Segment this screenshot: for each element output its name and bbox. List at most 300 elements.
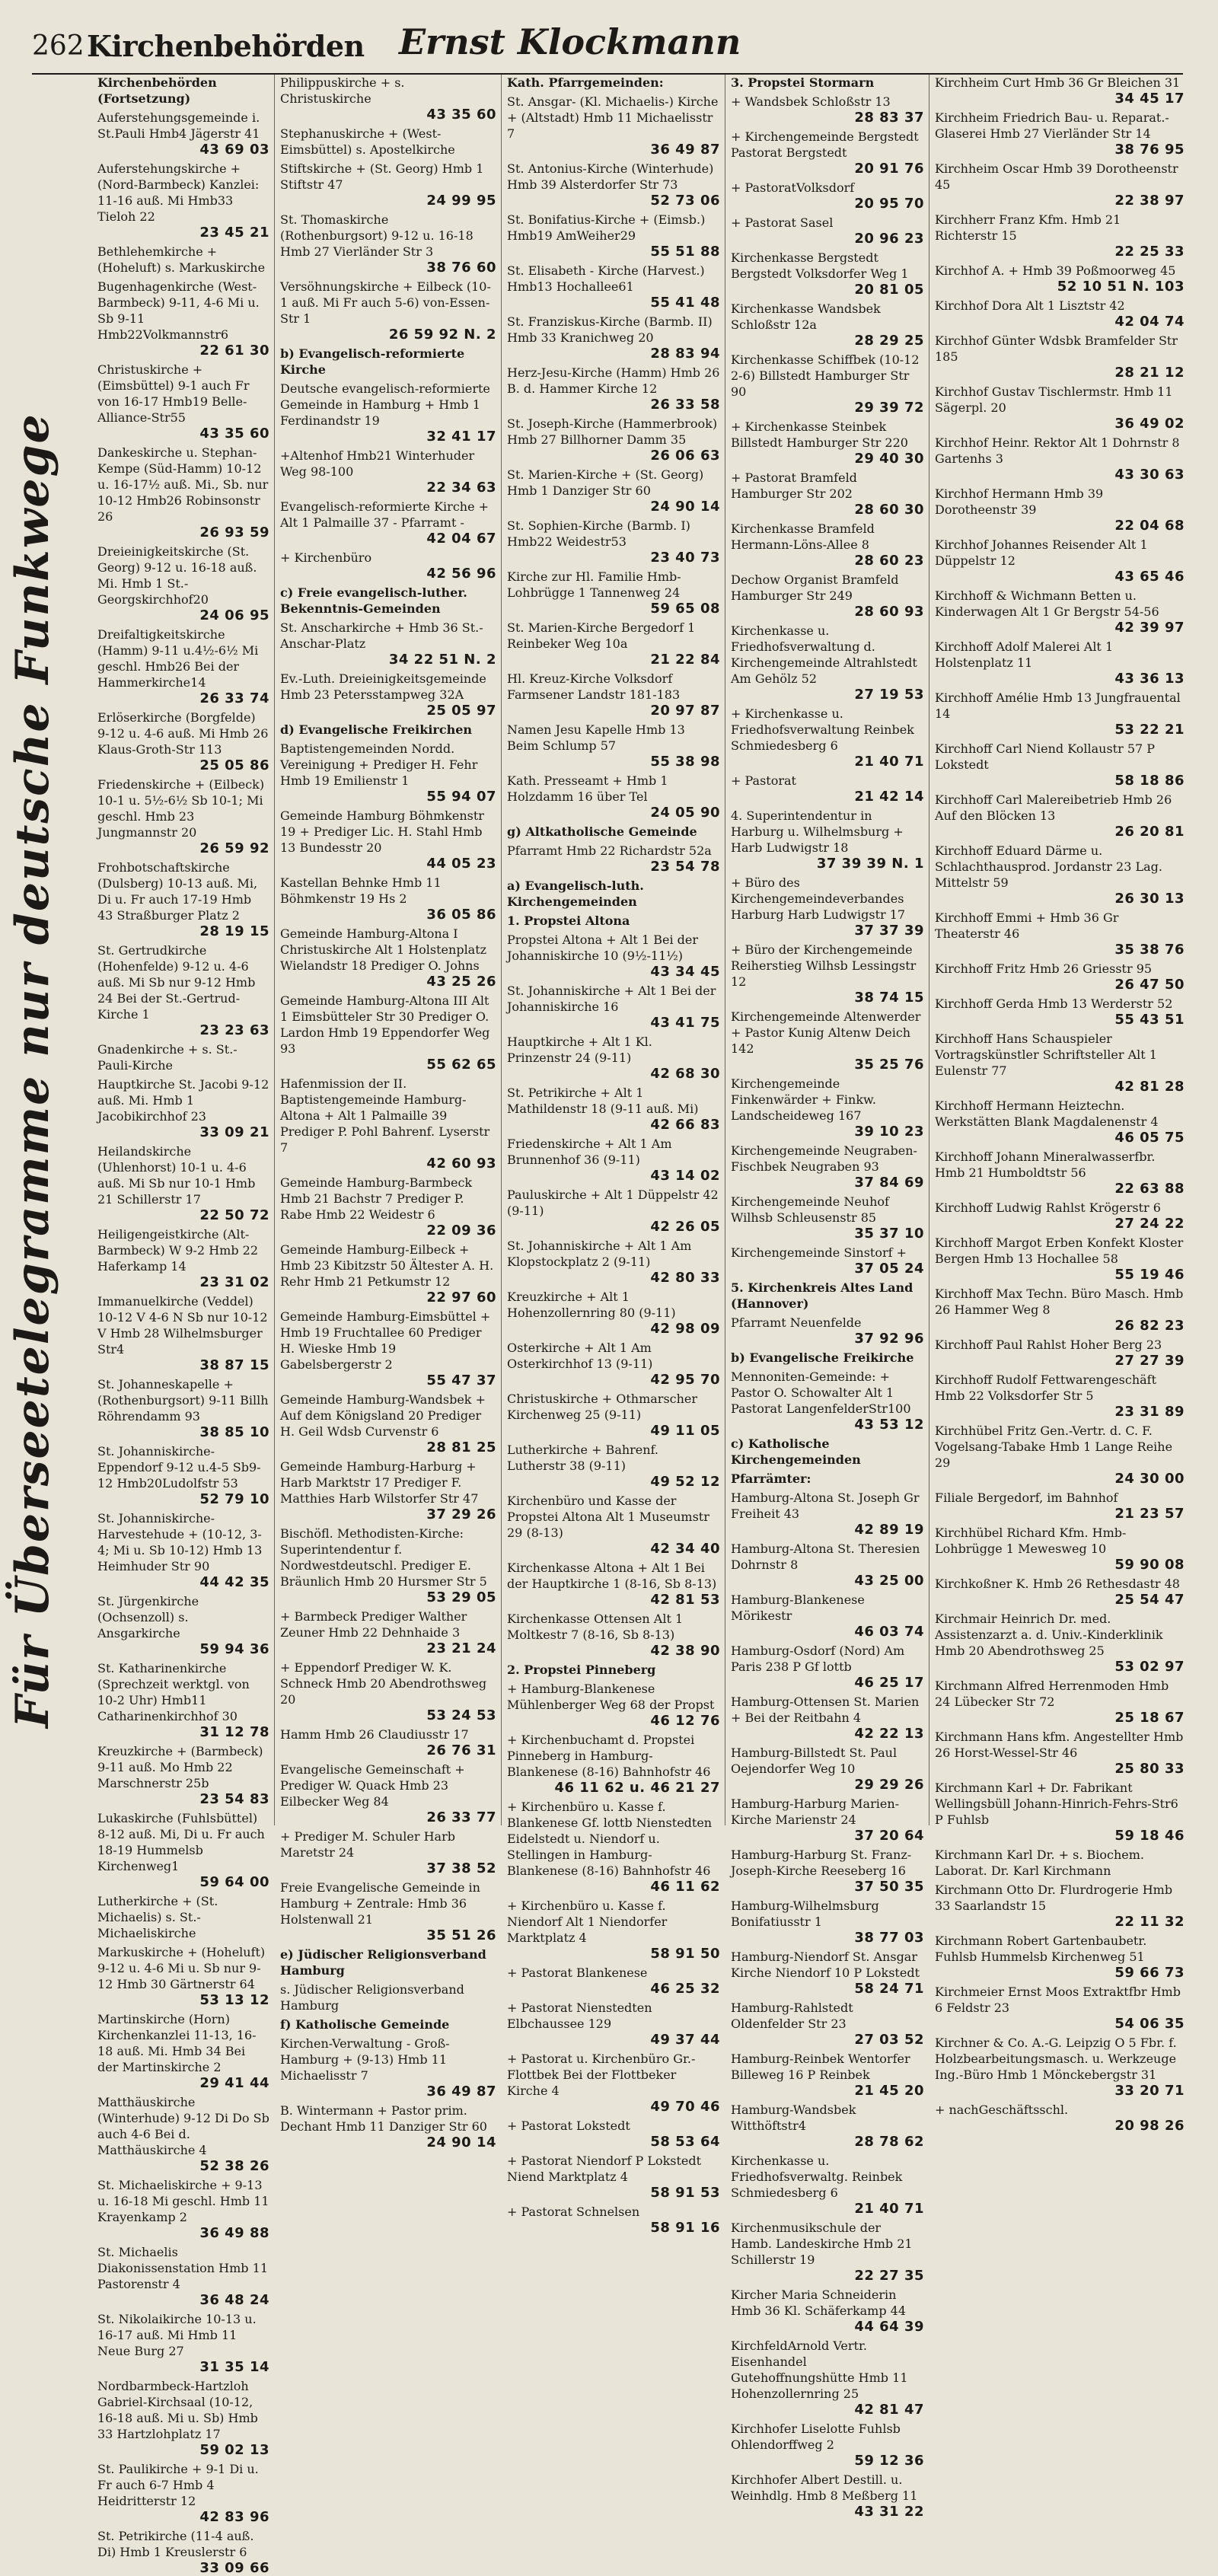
- entry-text: Heilandskirche (Uhlenhorst) 10-1 u. 4-6 auß. Mi Sb nur 10-1 Hmb 21 Schillerstr 17: [97, 1144, 260, 1207]
- listing-entry: [935, 2102, 1185, 2134]
- listing-entry: [280, 1526, 496, 1605]
- section-heading: [280, 722, 496, 738]
- listing-entry: [280, 2036, 496, 2099]
- phone-number: 27 19 53: [854, 687, 924, 703]
- entry-text: Kirchhof Günter Wdsbk Bramfelder Str 185: [935, 333, 1182, 364]
- entry-text: St. Katharinenkirche (Sprechzeit werktgl. von 10-2 Uhr) Hmb11 Catharinenkirchhof 30: [97, 1661, 253, 1723]
- listing-entry: [731, 1369, 924, 1433]
- entry-text: Kirchhof A. + Hmb 39 Poßmoorweg 45: [935, 263, 1176, 278]
- entry-text: Pfarrämter:: [731, 1471, 811, 1486]
- phone-number: 28 83 94: [650, 346, 720, 362]
- entry-text: Kirchmair Heinrich Dr. med. Assistenzarzt a. d. Univ.-Kinderklinik Hmb 20 Abendrothsweg 25: [935, 1612, 1167, 1658]
- entry-text: Friedenskirche + (Eilbeck) 10-1 u. 5½-6½ Sb 10-1; Mi geschl. Hmb 23 Jungmannstr 20: [97, 777, 269, 840]
- entry-text: Hamburg-Niendorf St. Ansgar Kirche Niendorf 10 P Lokstedt: [731, 1950, 922, 1980]
- listing-entry: [935, 1882, 1185, 1930]
- entry-text: 2. Propstei Pinneberg: [507, 1663, 656, 1677]
- entry-text: Hamburg-Billstedt St. Paul Oejendorfer Weg 10: [731, 1745, 901, 1776]
- phone-number: 23 31 02: [199, 1274, 269, 1290]
- entry-text: + Prediger M. Schuler Harb Maretstr 24: [280, 1829, 460, 1860]
- listing-entry: [507, 569, 720, 617]
- listing-entry: [935, 298, 1185, 330]
- entry-text: Kirchengemeinde Sinstorf +: [731, 1245, 907, 1260]
- phone-number: 29 41 44: [199, 2075, 269, 2091]
- phone-number: 34 22 51 N. 2: [388, 652, 496, 668]
- listing-entry: [731, 1541, 924, 1589]
- listing-entry: [97, 1810, 269, 1890]
- listing-entry: [731, 572, 924, 620]
- phone-number: 46 25 32: [650, 1981, 720, 1997]
- phone-number: 52 73 06: [650, 193, 720, 209]
- listing-entry: [97, 2378, 269, 2458]
- entry-text: St. Sophien-Kirche (Barmb. I) Hmb22 Weidestr53: [507, 518, 694, 549]
- phone-number: 43 35 60: [199, 426, 269, 442]
- phone-number: 23 45 21: [199, 225, 269, 241]
- section-heading: [731, 1471, 924, 1487]
- entry-text: St. Franziskus-Kirche (Barmb. II) Hmb 33 Kranichweg 20: [507, 314, 716, 345]
- phone-number: 55 43 51: [1114, 1012, 1185, 1028]
- listing-entry: [507, 2204, 720, 2236]
- listing-entry: [280, 448, 496, 496]
- entry-text: St. Johanneskapelle + (Rothenburgsort) 9-11 Billh Röhrendamm 93: [97, 1377, 273, 1423]
- listing-entry: [507, 1560, 720, 1608]
- entry-text: Kirchenkasse Schiffbek (10-12 2-6) Billstedt Hamburger Str 90: [731, 352, 923, 399]
- phone-number: 42 98 09: [650, 1321, 720, 1337]
- listing-entry: [507, 671, 720, 719]
- entry-text: s. Jüdischer Religionsverband Hamburg: [280, 1982, 468, 2013]
- listing-entry: [935, 1286, 1188, 1334]
- entry-text: Hl. Kreuz-Kirche Volksdorf Farmsener Landstr 181-183: [507, 671, 681, 702]
- listing-entry: [280, 1309, 496, 1388]
- phone-number: 35 38 76: [1114, 942, 1185, 958]
- listing-entry: [731, 1245, 924, 1277]
- entry-text: Kirchenkasse Ottensen Alt 1 Moltkestr 7 (8-16, Sb 8-13): [507, 1612, 687, 1642]
- phone-number: 43 69 03: [199, 142, 269, 158]
- entry-text: Kirchhoff Johann Mineralwasserfbr. Hmb 21 Humboldtstr 56: [935, 1149, 1159, 1180]
- listing-entry: [97, 1076, 273, 1140]
- phone-number: 52 10 51 N. 103: [1057, 279, 1185, 295]
- listing-entry: [731, 1847, 924, 1895]
- listing-entry: [935, 792, 1185, 840]
- phone-number: 43 35 60: [426, 107, 496, 123]
- entry-text: Kirchhoff Adolf Malerei Alt 1 Holstenplatz 11: [935, 639, 1118, 670]
- phone-number: 26 59 92: [199, 840, 269, 856]
- listing-entry: [935, 1337, 1185, 1369]
- entry-text: Dreieinigkeitskirche (St. Georg) 9-12 u. 16-18 auß. Mi. Hmb 1 St.-Georgskirchhof20: [97, 544, 261, 607]
- listing-entry: [280, 1459, 496, 1522]
- phone-number: 23 23 63: [199, 1022, 269, 1038]
- listing-entry: [935, 75, 1185, 107]
- entry-text: Kirchmann Karl + Dr. Fabrikant Wellingsbüll Johann-Hinrich-Fehrs-Str6 P Fuhlsb: [935, 1781, 1182, 1827]
- column-divider: [501, 75, 502, 1825]
- listing-entry: [935, 1847, 1185, 1879]
- listing-entry: [97, 2528, 269, 2576]
- listing-entry: [97, 110, 269, 158]
- listing-entry: [97, 1510, 269, 1590]
- entry-text: St. Marien-Kirche + (St. Georg) Hmb 1 Danziger Str 60: [507, 467, 708, 498]
- entry-text: Kath. Pfarrgemeinden:: [507, 75, 664, 90]
- listing-entry: [731, 180, 924, 212]
- entry-text: Philippuskirche + s. Christuskirche: [280, 75, 409, 106]
- entry-text: + Hamburg-Blankenese Mühlenberger Weg 68 der Propst: [507, 1682, 715, 1712]
- listing-entry: [935, 2035, 1185, 2099]
- entry-text: Osterkirche + Alt 1 Am Osterkirchhof 13 (9-11): [507, 1341, 655, 1371]
- entry-text: Kirchkoßner K. Hmb 26 Rethesdastr 48: [935, 1577, 1180, 1591]
- listing-entry: [280, 75, 496, 123]
- directory-column: [935, 75, 1188, 2134]
- listing-entry: [280, 1392, 496, 1455]
- listing-entry: [731, 1949, 924, 1997]
- phone-number: 42 04 74: [1114, 314, 1185, 330]
- entry-text: Hamburg-Blankenese Mörikestr: [731, 1592, 869, 1623]
- listing-entry: [731, 2102, 924, 2150]
- listing-entry: [97, 1944, 269, 2008]
- listing-entry: [935, 1235, 1188, 1283]
- entry-text: e) Jüdischer Religionsverband Hamburg: [280, 1947, 491, 1978]
- listing-entry: [507, 773, 720, 821]
- entry-text: Hauptkirche St. Jacobi 9-12 auß. Mi. Hmb 1 Jacobikirchhof 23: [97, 1077, 273, 1124]
- entry-text: Lutherkirche + Bahrenf. Lutherstr 38 (9-11): [507, 1443, 663, 1473]
- entry-text: + Pastorat Sasel: [731, 215, 834, 230]
- listing-entry: [935, 588, 1185, 636]
- entry-text: Immanuelkirche (Veddel) 10-12 V 4-6 N Sb nur 10-12 V Hmb 28 Wilhelmsburger Str4: [97, 1294, 272, 1357]
- phone-number: 25 80 33: [1114, 1761, 1185, 1777]
- phone-number: 43 53 12: [854, 1417, 924, 1433]
- listing-entry: [935, 1780, 1185, 1844]
- entry-text: Hamburg-Osdorf (Nord) Am Paris 238 P Gf lottb: [731, 1643, 909, 1674]
- phone-number: 53 02 97: [1114, 1659, 1185, 1675]
- listing-entry: [507, 1187, 720, 1235]
- entry-text: Hamburg-Harburg St. Franz-Joseph-Kirche Reeseberg 16: [731, 1848, 912, 1878]
- phone-number: 38 76 60: [426, 260, 496, 276]
- phone-number: 28 29 25: [854, 333, 924, 349]
- phone-number: 55 51 88: [650, 244, 720, 260]
- phone-number: 36 49 87: [650, 142, 720, 158]
- entry-text: Christuskirche + Othmarscher Kirchenweg 25 (9-11): [507, 1392, 702, 1422]
- phone-number: 26 47 50: [1114, 977, 1185, 993]
- phone-number: 26 76 31: [426, 1742, 496, 1758]
- phone-number: 44 42 35: [199, 1574, 269, 1590]
- page-header: [32, 20, 1183, 67]
- entry-text: Kirchenmusikschule der Hamb. Landeskirche Hmb 21 Schillerstr 19: [731, 2221, 917, 2267]
- phone-number: 46 03 74: [854, 1624, 924, 1640]
- phone-number: 53 13 12: [199, 1992, 269, 2008]
- phone-number: 35 51 26: [426, 1927, 496, 1943]
- listing-entry: [507, 1732, 720, 1796]
- phone-number: 43 14 02: [650, 1168, 720, 1184]
- entry-text: St. Ansgar- (Kl. Michaelis-) Kirche + (Altstadt) Hmb 11 Michaelisstr 7: [507, 94, 722, 141]
- listing-entry: [935, 639, 1185, 687]
- phone-number: 32 41 17: [426, 429, 496, 445]
- listing-entry: [731, 942, 924, 1006]
- entry-text: Friedenskirche + Alt 1 Am Brunnenhof 36 (9-11): [507, 1137, 676, 1167]
- phone-number: 35 25 76: [854, 1057, 924, 1073]
- listing-entry: [507, 620, 720, 668]
- phone-number: 42 56 96: [426, 566, 496, 582]
- entry-text: Kirche zur Hl. Familie Hmb-Lohbrügge 1 Tannenweg 24: [507, 569, 681, 600]
- listing-entry: [935, 161, 1185, 209]
- listing-entry: [935, 1611, 1185, 1675]
- entry-text: d) Evangelische Freikirchen: [280, 722, 473, 737]
- phone-number: 20 98 26: [1114, 2118, 1185, 2134]
- entry-text: Kirchengemeinde Neuhof Wilhsb Schleusenstr 85: [731, 1194, 894, 1225]
- listing-entry: [935, 741, 1185, 789]
- listing-entry: [507, 212, 720, 260]
- entry-text: Dechow Organist Bramfeld Hamburger Str 249: [731, 572, 903, 603]
- listing-entry: [280, 2103, 496, 2150]
- listing-entry: [731, 1643, 924, 1691]
- entry-text: Kirchheim Friedrich Bau- u. Reparat.-Glaserei Hmb 27 Vierländer Str 14: [935, 110, 1169, 141]
- entry-text: St. Johanniskirche + Alt 1 Am Klopstockplatz 2 (9-11): [507, 1239, 696, 1269]
- phone-number: 28 60 30: [854, 502, 924, 518]
- phone-number: 38 87 15: [199, 1357, 269, 1373]
- listing-entry: [935, 961, 1185, 993]
- phone-number: 29 39 72: [854, 400, 924, 416]
- entry-text: c) Freie evangelisch-luther. Bekenntnis-Gemeinden: [280, 585, 472, 616]
- phone-number: 42 60 93: [426, 1156, 496, 1172]
- listing-entry: [97, 1743, 269, 1807]
- entry-text: Kreuzkirche + (Barmbeck) 9-11 auß. Mo Hmb 22 Marschnerstr 25b: [97, 1744, 267, 1790]
- phone-number: 33 09 66: [199, 2560, 269, 2576]
- phone-number: 33 20 71: [1114, 2083, 1185, 2099]
- phone-number: 35 37 10: [854, 1226, 924, 1242]
- entry-text: Bethlehemkirche + (Hoheluft) s. Markuskirche: [97, 244, 266, 275]
- listing-entry: [97, 1293, 272, 1373]
- section-heading: [731, 75, 924, 91]
- listing-entry: [280, 620, 496, 668]
- listing-entry: [280, 926, 496, 990]
- phone-number: 29 40 30: [854, 451, 924, 467]
- phone-number: 20 97 87: [650, 703, 720, 719]
- listing-entry: [97, 362, 269, 442]
- phone-number: 42 38 90: [650, 1643, 720, 1659]
- listing-entry: [935, 263, 1185, 295]
- entry-text: Evangelisch-reformierte Kirche + Alt 1 Palmaille 37 - Pfarramt -: [280, 499, 493, 530]
- entry-text: Heiligengeistkirche (Alt-Barmbeck) W 9-2 Hmb 22 Haferkamp 14: [97, 1227, 263, 1274]
- entry-text: Kirchhoff Paul Rahlst Hoher Berg 23: [935, 1337, 1162, 1352]
- phone-number: 44 64 39: [854, 2319, 924, 2335]
- entry-text: Gemeinde Hamburg-Altona III Alt 1 Eimsbütteler Str 30 Prediger O. Lardon Hmb 19 Eppendorfer Weg 93: [280, 993, 494, 1056]
- entry-text: Kirchhoff Amélie Hmb 13 Jungfrauental 14: [935, 690, 1185, 721]
- listing-entry: [97, 244, 269, 276]
- phone-number: 59 90 08: [1114, 1557, 1185, 1573]
- phone-number: 23 31 89: [1114, 1404, 1185, 1420]
- phone-number: 59 65 08: [650, 601, 720, 617]
- entry-text: Kirchhofer Albert Destill. u. Weinhdlg. Hmb 8 Meßberg 11: [731, 2472, 918, 2503]
- phone-number: 36 05 86: [426, 907, 496, 923]
- phone-number: 24 99 95: [426, 193, 496, 209]
- listing-entry: [935, 486, 1185, 534]
- listing-entry: [935, 1525, 1185, 1573]
- listing-entry: [731, 1592, 924, 1640]
- listing-entry: [280, 126, 496, 158]
- section-heading: [507, 824, 720, 840]
- phone-number: 26 06 63: [650, 448, 720, 464]
- directory-column: [280, 75, 498, 2150]
- listing-entry: [935, 1031, 1185, 1095]
- entry-text: 1. Propstei Altona: [507, 913, 630, 928]
- entry-text: + Kirchenbüro u. Kasse f. Niendorf Alt 1 Niendorfer Marktplatz 4: [507, 1899, 671, 1945]
- directory-column: [507, 75, 724, 2236]
- phone-number: 53 22 21: [1114, 722, 1185, 738]
- entry-text: Versöhnungskirche + Eilbeck (10-1 auß. Mi Fr auch 5-6) von-Essen-Str 1: [280, 279, 491, 326]
- phone-number: 43 25 00: [854, 1573, 924, 1589]
- entry-text: + Büro des Kirchengemeindeverbandes Harburg Harb Ludwigstr 17: [731, 875, 908, 922]
- listing-entry: [507, 263, 720, 311]
- phone-number: 54 06 35: [1114, 2016, 1185, 2032]
- entry-text: Kirchhof Heinr. Rektor Alt 1 Dohrnstr 8 Gartenhs 3: [935, 435, 1184, 466]
- phone-number: 58 53 64: [650, 2134, 720, 2150]
- entry-text: Baptistengemeinden Nordd. Vereinigung + Prediger H. Fehr Hmb 19 Emilienstr 1: [280, 741, 482, 788]
- listing-entry: [280, 1828, 496, 1876]
- entry-text: St. Elisabeth - Kirche (Harvest.) Hmb13 Hochallee61: [507, 263, 709, 294]
- listing-entry: [731, 2051, 924, 2099]
- phone-number: 37 92 96: [854, 1331, 924, 1347]
- entry-text: Hamburg-Ottensen St. Marien + Bei der Reitbahn 4: [731, 1694, 923, 1725]
- entry-text: St. Thomaskirche (Rothenburgsort) 9-12 u. 16-18 Hmb 27 Vierländer Str 3: [280, 212, 477, 259]
- listing-entry: [97, 279, 269, 359]
- phone-number: 42 81 53: [650, 1592, 720, 1608]
- phone-number: 23 21 24: [426, 1640, 496, 1656]
- listing-entry: [507, 843, 720, 875]
- entry-text: Hamburg-Wilhelmsburg Bonifatiusstr 1: [731, 1899, 883, 1929]
- phone-number: 46 05 75: [1114, 1130, 1185, 1146]
- listing-entry: [507, 365, 724, 413]
- phone-number: 55 62 65: [426, 1057, 496, 1073]
- phone-number: 59 18 46: [1114, 1828, 1185, 1844]
- listing-entry: [935, 384, 1185, 432]
- phone-number: 37 84 69: [854, 1175, 924, 1191]
- phone-number: 49 70 46: [650, 2099, 720, 2115]
- entry-text: Kircher Maria Schneiderin Hmb 36 Kl. Schäferkamp 44: [731, 2287, 907, 2318]
- listing-entry: [731, 773, 924, 805]
- section-heading: [507, 75, 720, 91]
- entry-text: Matthäuskirche (Winterhude) 9-12 Di Do Sb auch 4-6 Bei d. Matthäuskirche 4: [97, 2095, 273, 2157]
- listing-entry: [935, 996, 1185, 1028]
- phone-number: 37 50 35: [854, 1879, 924, 1895]
- phone-number: 59 02 13: [199, 2442, 269, 2458]
- phone-number: 25 54 47: [1114, 1592, 1185, 1608]
- listing-entry: [507, 467, 720, 515]
- entry-text: Kirchherr Franz Kfm. Hmb 21 Richterstr 15: [935, 212, 1125, 243]
- phone-number: 42 04 67: [426, 531, 496, 547]
- phone-number: 39 10 23: [854, 1124, 924, 1140]
- phone-number: 22 09 36: [426, 1223, 496, 1239]
- phone-number: 26 33 77: [426, 1809, 496, 1825]
- listing-entry: [97, 161, 269, 241]
- listing-entry: [507, 1681, 720, 1729]
- listing-entry: [280, 993, 496, 1073]
- phone-number: 27 03 52: [854, 2032, 924, 2048]
- phone-number: 43 34 45: [650, 964, 720, 980]
- listing-entry: [280, 1879, 496, 1943]
- listing-entry: [731, 706, 924, 770]
- phone-number: 42 68 30: [650, 1066, 720, 1082]
- phone-number: 38 77 03: [854, 1930, 924, 1946]
- phone-number: 28 83 37: [854, 110, 924, 126]
- phone-number: 46 12 76: [650, 1713, 720, 1729]
- entry-text: Kirchner & Co. A.-G. Leipzig O 5 Fbr. f. Holzbearbeitungsmasch. u. Werkzeuge Ing.-Büro Hmb 1 Mönckebergstr 31: [935, 2036, 1181, 2082]
- entry-text: + Pastorat Bramfeld Hamburger Str 202: [731, 470, 862, 501]
- listing-entry: [507, 1799, 720, 1895]
- entry-text: Herz-Jesu-Kirche (Hamm) Hmb 26 B. d. Hammer Kirche 12: [507, 365, 724, 396]
- listing-entry: [507, 1238, 720, 1286]
- entry-text: + Pastorat Blankenese: [507, 1965, 648, 1980]
- phone-number: 37 39 39 N. 1: [816, 856, 924, 872]
- phone-number: 43 25 26: [426, 974, 496, 990]
- phone-number: 49 37 44: [650, 2032, 720, 2048]
- phone-number: 26 30 13: [1114, 891, 1185, 907]
- listing-entry: [280, 1242, 496, 1306]
- entry-text: Gemeinde Hamburg-Altona I Christuskirche Alt 1 Holstenplatz Wielandstr 18 Prediger O. Johns: [280, 926, 491, 973]
- entry-text: Auferstehungskirche + (Nord-Barmbeck) Kanzlei: 11-16 auß. Mi Hmb33 Tieloh 22: [97, 161, 263, 224]
- entry-text: Stephanuskirche + (West-Eimsbüttel) s. Apostelkirche: [280, 126, 455, 157]
- listing-entry: [731, 521, 924, 569]
- entry-text: + Kirchenbüro: [280, 550, 372, 565]
- entry-text: Kastellan Behnke Hmb 11 Böhmkenstr 19 Hs 2: [280, 875, 445, 906]
- entry-text: + Kirchenbuchamt d. Propstei Pinneberg in Hamburg-Blankenese (8-16) Bahnhofstr 46: [507, 1733, 711, 1779]
- phone-number: 36 48 24: [199, 2292, 269, 2308]
- entry-text: Kirchhof Gustav Tischlermstr. Hmb 11 Sägerpl. 20: [935, 384, 1177, 415]
- phone-number: 27 27 39: [1114, 1353, 1185, 1369]
- entry-text: Hauptkirche + Alt 1 Kl. Prinzenstr 24 (9-11): [507, 1035, 656, 1065]
- entry-text: St. Bonifatius-Kirche + (Eimsb.) Hmb19 AmWeiher29: [507, 212, 709, 243]
- listing-entry: [731, 1490, 924, 1538]
- listing-entry: [97, 2177, 273, 2241]
- phone-number: 37 20 64: [854, 1828, 924, 1844]
- phone-number: 33 09 21: [199, 1124, 269, 1140]
- entry-text: Martinskirche (Horn) Kirchenkanzlei 11-13, 16-18 auß. Mi. Hmb 34 Bei der Martinskirche 2: [97, 2012, 257, 2074]
- directory-column: [97, 75, 273, 2576]
- listing-entry: [280, 671, 496, 719]
- listing-entry: [507, 722, 720, 770]
- listing-entry: [731, 2472, 924, 2520]
- entry-text: Kirchen-Verwaltung - Groß-Hamburg + (9-13) Hmb 11 Michaelisstr 7: [280, 2036, 451, 2083]
- entry-text: Kirchheim Curt Hmb 36 Gr Bleichen 31: [935, 75, 1181, 90]
- entry-text: 4. Superintendentur in Harburg u. Wilhelmsburg + Harb Ludwigstr 18: [731, 808, 907, 855]
- listing-entry: [731, 1143, 924, 1191]
- entry-text: Gnadenkirche + s. St.-Pauli-Kirche: [97, 1042, 238, 1073]
- listing-entry: [507, 1085, 720, 1133]
- listing-entry: [280, 499, 496, 547]
- entry-text: +Altenhof Hmb21 Winterhuder Weg 98-100: [280, 448, 479, 479]
- entry-text: Kirchhofer Liselotte Fuhlsb Ohlendorffweg 2: [731, 2421, 905, 2452]
- phone-number: 44 05 23: [426, 856, 496, 872]
- listing-entry: [507, 1391, 720, 1439]
- entry-text: Hamburg-Rahlstedt Oldenfelder Str 23: [731, 2001, 857, 2031]
- listing-entry: [97, 1660, 269, 1740]
- listing-entry: [731, 1898, 924, 1946]
- listing-entry: [97, 2311, 269, 2375]
- listing-entry: [935, 212, 1185, 260]
- entry-text: St. Joseph-Kirche (Hammerbrook) Hmb 27 Billhorner Damm 35: [507, 416, 722, 447]
- phone-number: 59 64 00: [199, 1874, 269, 1890]
- listing-entry: [97, 1893, 269, 1941]
- entry-text: + Kirchenkasse u. Friedhofsverwaltung Reinbek Schmiedesberg 6: [731, 706, 918, 753]
- listing-entry: [97, 2011, 269, 2091]
- entry-text: + Pastorat Niendorf P Lokstedt Niend Marktplatz 4: [507, 2154, 706, 2184]
- entry-text: Kirchenbehörden (Fortsetzung): [97, 75, 222, 106]
- listing-entry: [507, 2118, 720, 2150]
- phone-number: 28 19 15: [199, 923, 269, 939]
- listing-entry: [97, 2094, 273, 2174]
- entry-text: Kirchhoff & Wichmann Betten u. Kinderwagen Alt 1 Gr Bergstr 54-56: [935, 588, 1159, 619]
- entry-text: Propstei Altona + Alt 1 Bei der Johanniskirche 10 (9½-11½): [507, 933, 703, 963]
- phone-number: 21 42 14: [854, 789, 924, 805]
- phone-number: 26 59 92 N. 2: [388, 327, 496, 343]
- phone-number: 20 95 70: [854, 196, 924, 212]
- phone-number: 24 30 00: [1114, 1471, 1185, 1487]
- entry-text: Kirchenkasse u. Friedhofsverwaltung d. Kirchengemeinde Altrahlstedt Am Gehölz 52: [731, 623, 921, 686]
